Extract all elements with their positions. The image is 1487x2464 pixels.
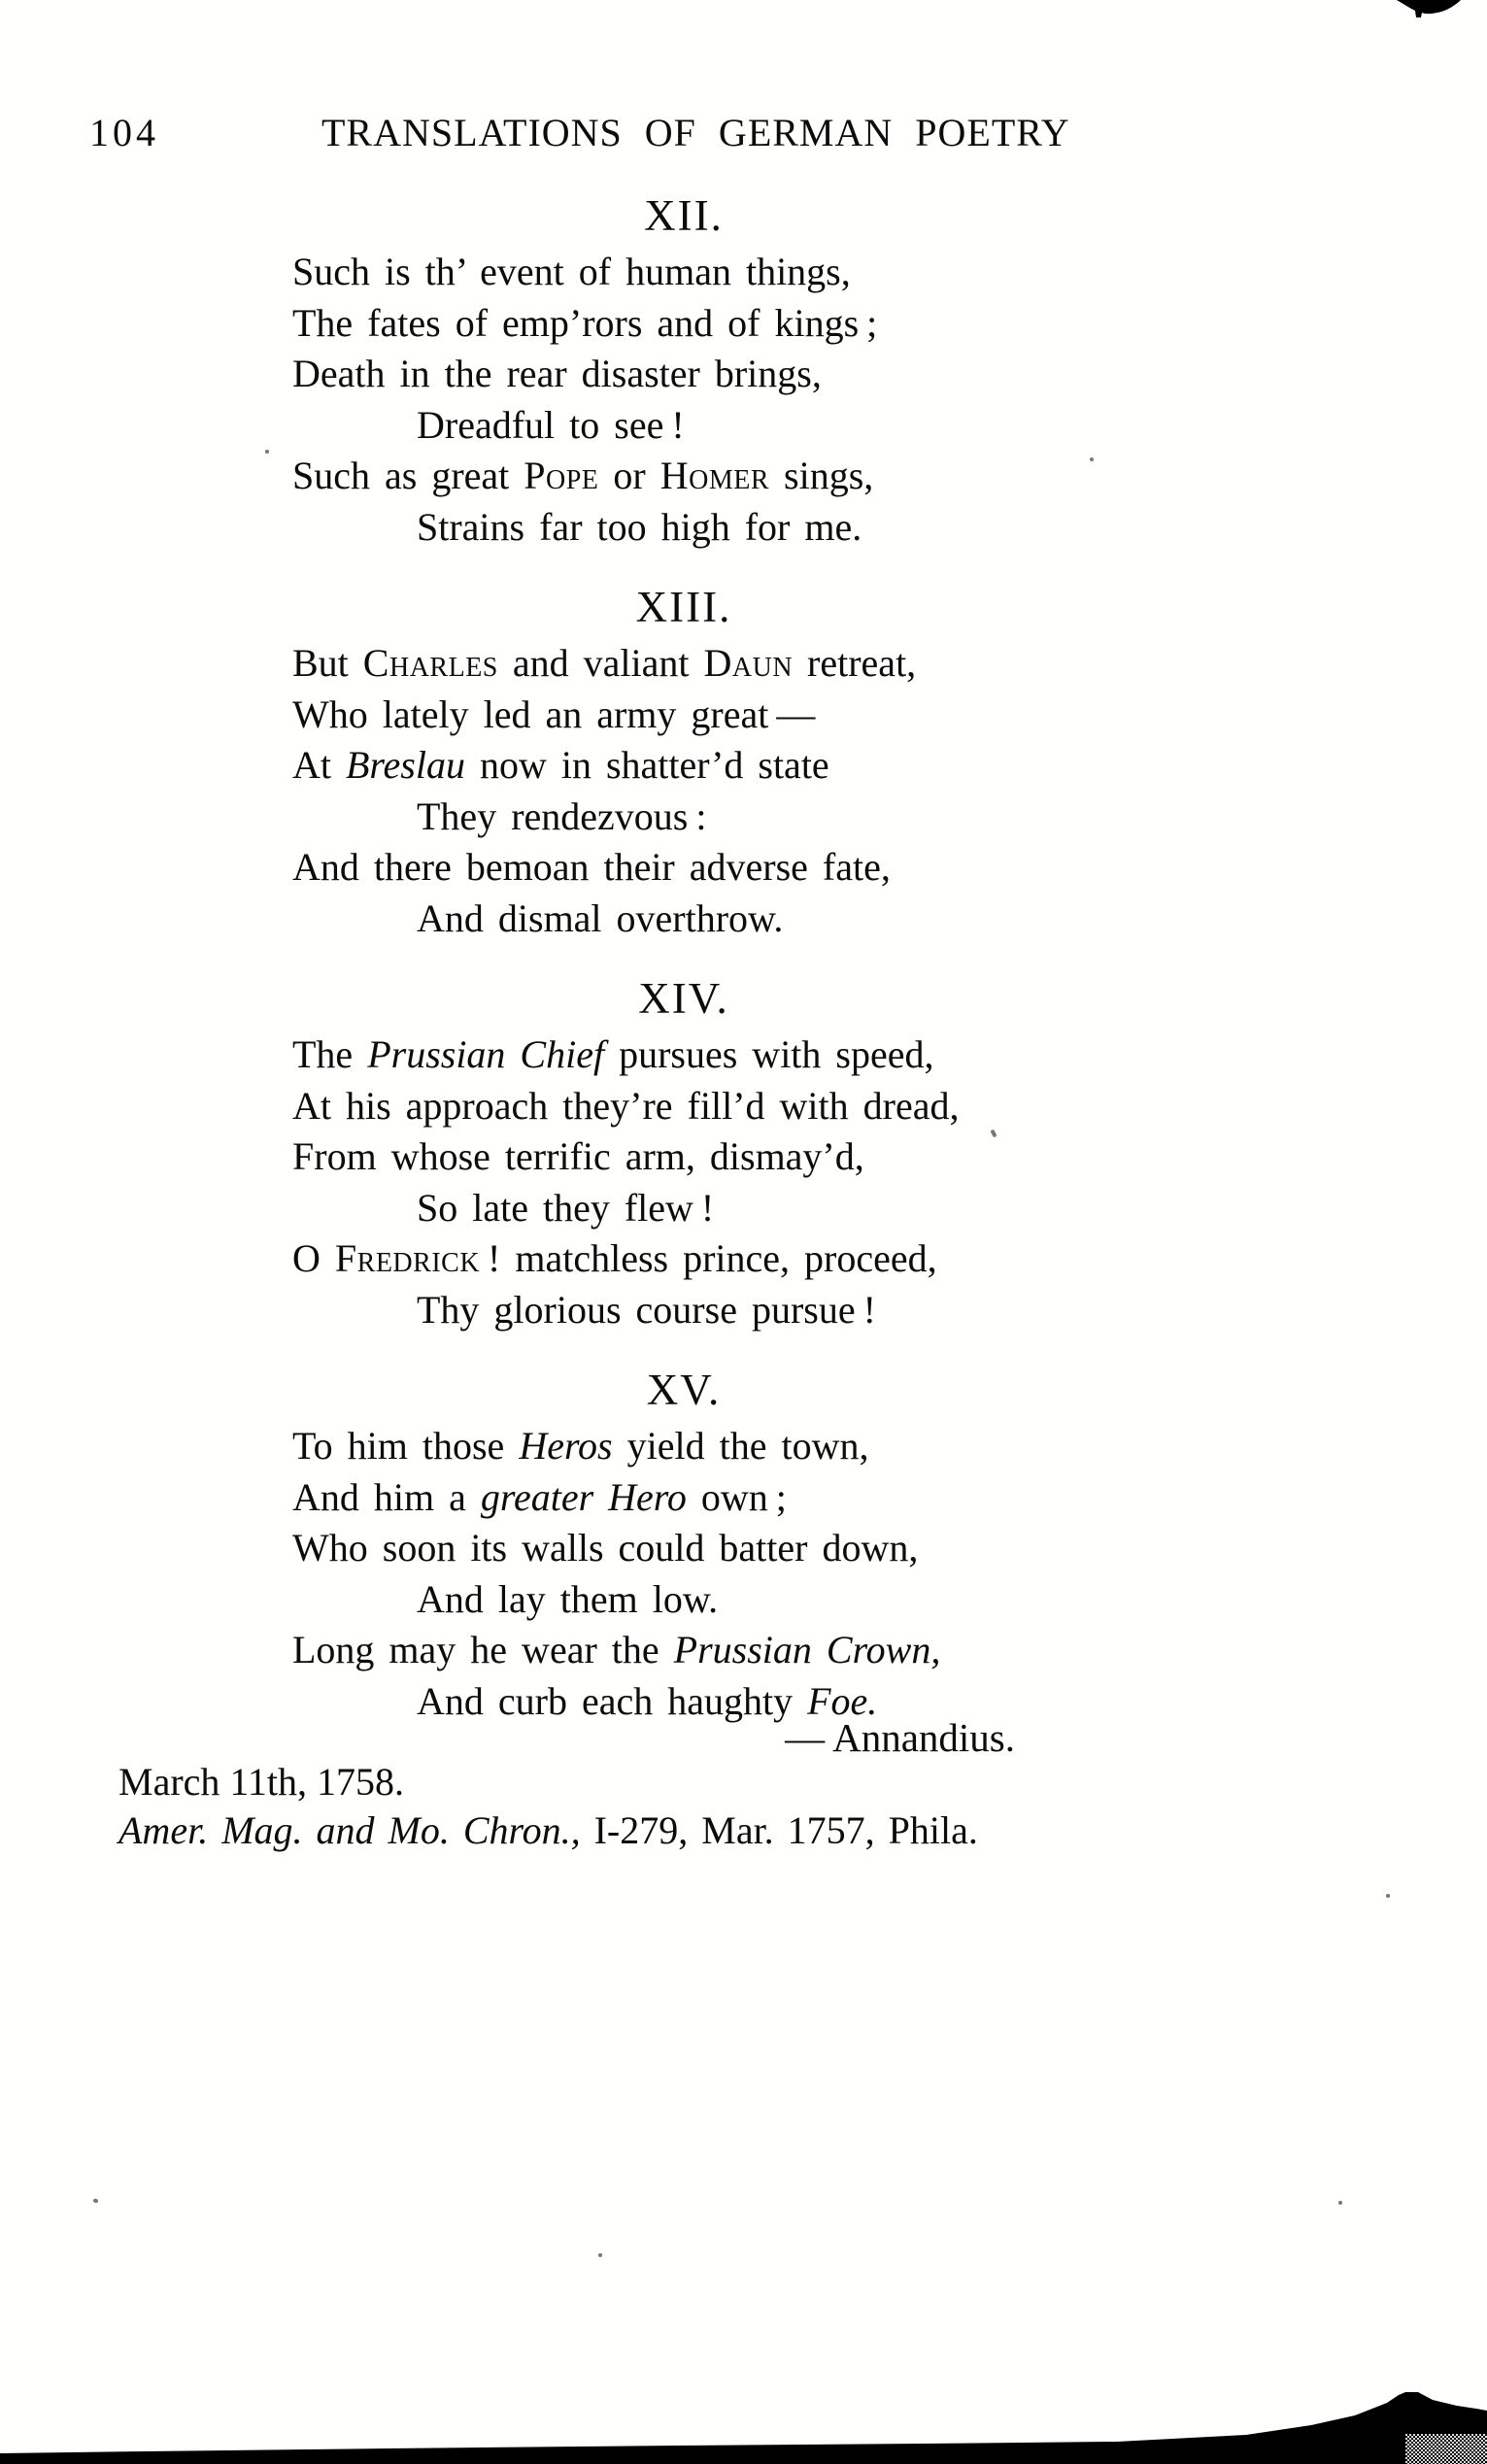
text-segment: Charles [362, 641, 498, 685]
scan-speck [1338, 2201, 1342, 2205]
text-segment: And curb each haughty [417, 1678, 808, 1723]
text-segment: Daun [703, 641, 794, 685]
text-segment: Strains far too high for me. [417, 504, 862, 549]
text-segment: Who lately led an army great — [292, 692, 816, 736]
text-segment: yield the town, [612, 1424, 869, 1468]
text-segment: Such as great [292, 454, 524, 497]
poem-line [292, 1233, 1075, 1285]
poem-line [292, 349, 1075, 400]
text-segment: greater Hero [480, 1474, 687, 1519]
stanza [292, 190, 1075, 553]
corner-blot-shape [1397, 0, 1461, 17]
text-segment: and valiant [497, 641, 704, 685]
poem-line [292, 1285, 1075, 1336]
text-segment: Prussian Chief [367, 1032, 605, 1076]
stanza-heading: XII. [644, 191, 724, 240]
text-segment: And there bemoan their adverse fate, [292, 845, 891, 889]
citation-line [118, 1808, 978, 1853]
text-segment: or [598, 454, 660, 497]
text-segment: Thy glorious course pursue ! [417, 1287, 876, 1332]
poem-line [292, 690, 1075, 741]
text-segment: Such is th’ event of human things, [292, 250, 851, 293]
poems [292, 190, 1075, 1727]
text-segment: The fates of emp’rors and of kings ; [292, 300, 878, 345]
text-segment: And him a [292, 1474, 481, 1519]
stanza [292, 973, 1075, 1335]
running-title: TRANSLATIONS OF GERMAN POETRY [321, 111, 1070, 154]
poem-line [292, 451, 1075, 502]
text-segment: Breslau [346, 743, 465, 787]
scan-speck [1090, 457, 1094, 461]
poem-line [292, 740, 1075, 792]
text-segment: From whose terrific arm, dismay’d, [292, 1134, 864, 1178]
text-segment: They rendezvous : [417, 793, 707, 838]
poem-line [292, 1472, 1075, 1524]
attribution-signature: — Annandius. [785, 1715, 1015, 1760]
poem-line [292, 1421, 1075, 1472]
scan-dither-patch [1405, 2434, 1487, 2464]
text-segment: Amer. Mag. and Mo. Chron., [118, 1808, 581, 1852]
text-segment: And dismal overthrow. [417, 895, 784, 940]
text-segment: retreat, [793, 641, 917, 685]
text-segment: Prussian Crown, [673, 1628, 941, 1671]
poem-line [292, 247, 1075, 298]
scan-speck [265, 450, 269, 454]
text-segment: And lay them low. [417, 1576, 719, 1621]
text-segment: Who soon its walls could batter down, [292, 1526, 919, 1570]
text-segment: sings, [769, 454, 874, 497]
poem-line [292, 842, 1075, 894]
text-segment: own ; [686, 1474, 787, 1519]
text-segment: So late they flew ! [417, 1185, 715, 1230]
poem-line [292, 502, 1075, 554]
scan-speck [598, 2253, 602, 2257]
poem-line [292, 792, 1075, 843]
date-line: March 11th, 1758. [118, 1760, 405, 1804]
text-segment: I-279, Mar. 1757, Phila. [580, 1808, 978, 1852]
text-segment: At [292, 743, 346, 787]
poem-line [292, 400, 1075, 452]
text-segment: Homer [659, 454, 770, 497]
bottom-gutter-shape [0, 2392, 1487, 2464]
text-segment: Heros [519, 1424, 613, 1468]
scan-speck [1386, 1894, 1390, 1898]
poem-line [292, 638, 1075, 690]
poem-line [292, 1131, 1075, 1183]
text-segment: Death in the rear disaster brings, [292, 352, 822, 395]
stanza-heading: XIII. [635, 583, 732, 631]
text-segment: Dreadful to see ! [417, 402, 685, 447]
poem-line [292, 1183, 1075, 1234]
text-segment: O [292, 1236, 335, 1280]
text-segment: Fredrick [334, 1236, 481, 1280]
poem-line [292, 1523, 1075, 1574]
poem-line [292, 298, 1075, 350]
page-number: 104 [89, 111, 159, 154]
text-segment: Foe. [807, 1678, 878, 1723]
poem-line [292, 1081, 1075, 1132]
text-segment: At his approach they’re fill’d with dread, [292, 1083, 960, 1128]
text-segment: ! matchless prince, proceed, [480, 1236, 937, 1280]
poem-line [292, 1625, 1075, 1676]
text-segment: To him those [292, 1424, 520, 1468]
text-segment: The [292, 1032, 368, 1076]
poem-line [292, 894, 1075, 945]
stanza-heading: XV. [646, 1366, 722, 1414]
text-segment: But [292, 641, 363, 685]
stanza [292, 582, 1075, 944]
scan-speck [92, 2198, 98, 2203]
text-segment: Long may he wear the [292, 1628, 674, 1671]
stanza [292, 1365, 1075, 1727]
text-segment: now in shatter’d state [464, 743, 829, 787]
text-segment: pursues with speed, [604, 1032, 934, 1076]
stanza-heading: XIV. [638, 974, 729, 1023]
text-segment: Pope [524, 454, 599, 497]
poem-line [292, 1029, 1075, 1081]
poem-line [292, 1574, 1075, 1626]
